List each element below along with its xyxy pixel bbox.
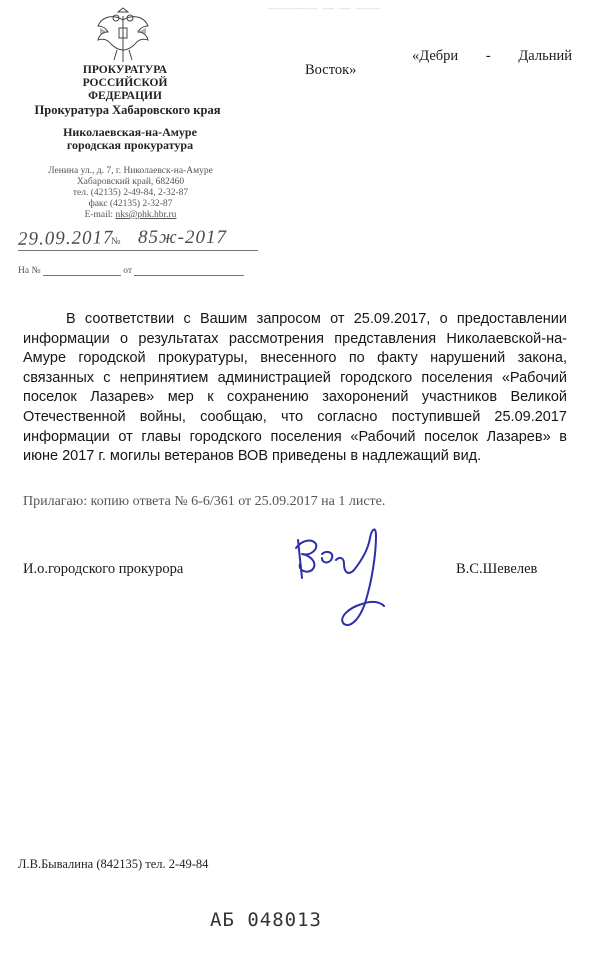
handwritten-date: 29.09.2017: [17, 227, 114, 250]
email-line: [28, 210, 233, 221]
address-line2: Хабаровский край, 682460: [76, 177, 185, 187]
org-name-line1: ПРОКУРАТУРА: [82, 64, 168, 76]
attachment-note: Прилагаю: копию ответа № 6-6/361 от 25.09.2017 на 1 листе.: [23, 494, 386, 509]
email-link[interactable]: nks@phk.hbr.ru: [115, 210, 177, 220]
fax-line: факс (42135) 2-32-87: [88, 199, 173, 209]
russian-coat-of-arms-icon: [92, 6, 154, 64]
addressee-part3: Дальний: [518, 48, 572, 64]
org-name-line2: РОССИЙСКОЙ ФЕДЕРАЦИИ: [82, 77, 168, 102]
form-serial-number: АБ 048013: [210, 909, 322, 931]
executor-info: Л.В.Бывалина (842135) тел. 2-49-84: [18, 857, 209, 871]
signatory-name: В.С.Шевелев: [456, 561, 538, 577]
regional-office: Прокуратура Хабаровского края: [34, 103, 221, 117]
letter-body: В соответствии с Вашим запросом от 25.09.2017, о предоставлении информации о результатах рассмотрения представления Николаевской-на-Амуре городской прокуратуры, внесенного по факту нарушений закона, связанных с непринятием администрацией городского поселения «Рабочий поселок Лазарев» мер к сохранению захоронений участников Великой Отечественной войны, сообщаю, что согласно поступившей 25.09.2017 информации от главы городского поселения «Рабочий поселок Лазарев» в июне 2017 г. могилы ветеранов ВОВ приведены в надлежащий вид.: [23, 311, 567, 465]
signatory-role: И.о.городского прокурора: [23, 561, 184, 577]
address-line1: Ленина ул., д. 7, г. Николаевск-на-Амуре: [48, 166, 213, 176]
reference-line: [18, 266, 244, 276]
addressee-line2: Восток»: [305, 62, 357, 78]
reference-na-label: На №: [18, 266, 41, 276]
handwritten-number: 85ж-2017: [138, 227, 228, 248]
date-number-underline: [18, 250, 258, 251]
addressee-dash: -: [485, 48, 491, 64]
handwritten-signature: [288, 520, 408, 640]
phone-line: тел. (42135) 2-49-84, 2-32-87: [72, 188, 189, 198]
city-office-line1: Николаевская-на-Амуре: [63, 125, 197, 139]
reference-number-blank: [43, 266, 121, 276]
reference-date-blank: [134, 266, 244, 276]
addressee-part1: «Дебри: [412, 48, 459, 64]
email-label: E-mail:: [84, 210, 114, 220]
addressee-line1: [412, 48, 572, 65]
faint-registration-mark: ———— — — ——: [268, 0, 382, 15]
reference-from-label: от: [123, 266, 133, 276]
number-label: №: [111, 236, 121, 247]
city-office-line2: городская прокуратура: [66, 138, 194, 152]
